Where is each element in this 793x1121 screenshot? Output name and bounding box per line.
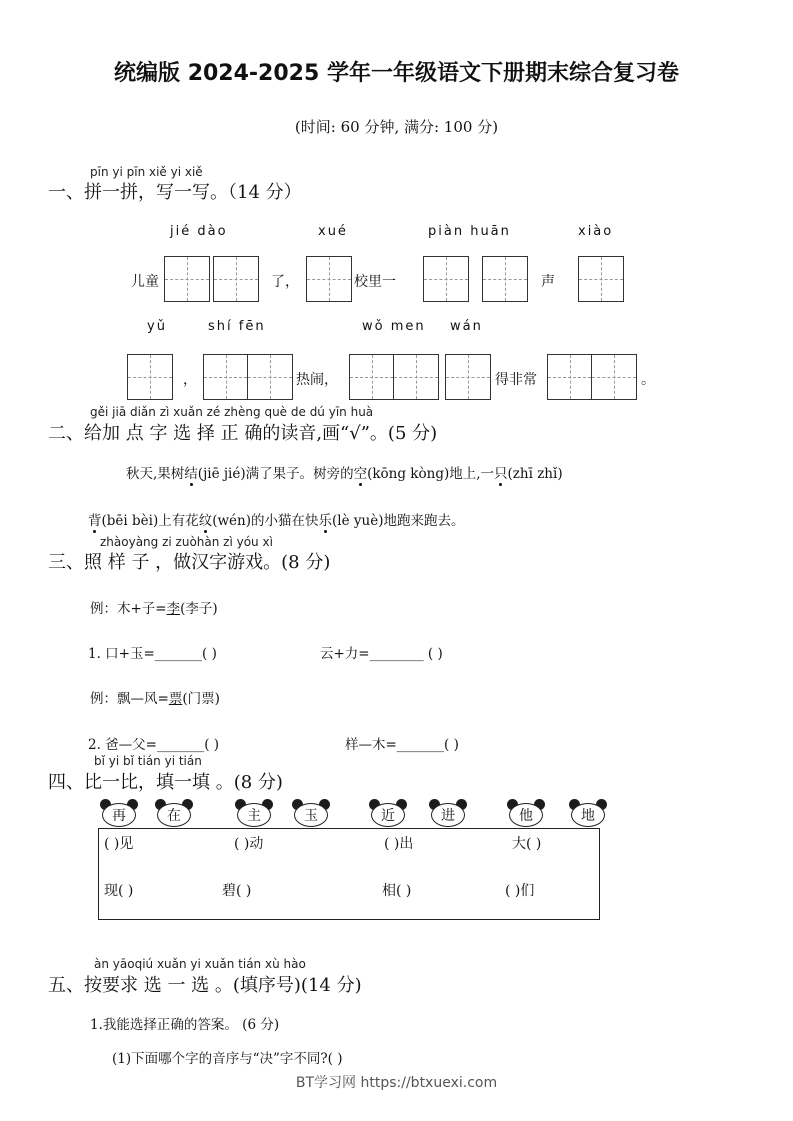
s1-text-7: 得非常	[495, 372, 537, 388]
s3-question-1b[interactable]: 云+力=________ ( )	[320, 646, 443, 662]
s3-example-1: 例：木+子=李(李子)	[90, 601, 218, 617]
s2-heading: 二、给加 点 字 选 择 正 确的读音,画“√”。(5 分)	[48, 423, 438, 444]
footer-watermark: BT学习网 https://btxuexi.com	[295, 1075, 498, 1091]
panda-char-card: 玉	[294, 799, 328, 827]
writing-grid[interactable]	[547, 354, 637, 400]
s2-sentence-1: 秋天,果树结(jiē jié)满了果子。树旁的空(kōng kòng)地上,一只(zhī zhǐ)	[126, 462, 563, 482]
page-title: 统编版 2024-2025 学年一年级语文下册期末综合复习卷	[114, 61, 679, 86]
s4-heading-pinyin: bǐ yi bǐ tián yi tián	[94, 754, 202, 768]
s5-question-1-1[interactable]: (1)下面哪个字的音序与“决”字不同?( )	[112, 1051, 343, 1067]
s3-question-2a[interactable]: 2. 爸—父=_______( )	[88, 737, 220, 753]
writing-grid[interactable]	[164, 256, 210, 302]
s4-blank-4[interactable]: 大( )	[512, 836, 542, 852]
s3-heading: 三、照 样 子 ，做汉字游戏。(8 分)	[48, 552, 331, 573]
writing-grid[interactable]	[482, 256, 528, 302]
exam-info: (时间: 60 分钟, 满分: 100 分)	[294, 118, 499, 136]
writing-grid[interactable]	[127, 354, 173, 400]
s1-pinyin-1: jié dào	[170, 224, 228, 239]
s1-pinyin-6: shí fēn	[208, 319, 266, 334]
writing-grid[interactable]	[445, 354, 491, 400]
panda-char-card: 再	[102, 799, 136, 827]
writing-grid[interactable]	[349, 354, 439, 400]
s3-heading-pinyin: zhàoyàng zi zuòhàn zì yóu xì	[100, 535, 273, 549]
s1-text-5: ，	[183, 372, 197, 388]
s2-sentence-2: 背(bēi bèi)上有花纹(wén)的小猫在快乐(lè yuè)地跑来跑去。	[88, 509, 464, 529]
s1-text-3: 校里一	[354, 274, 396, 290]
panda-char-card: 进	[431, 799, 465, 827]
s1-text-2: 了，	[271, 274, 299, 290]
s5-heading: 五、按要求 选 一 选 。(填序号)(14 分)	[48, 975, 362, 996]
s4-blank-3[interactable]: ( )出	[384, 836, 414, 852]
s5-question-1: 1.我能选择正确的答案。 (6 分)	[90, 1017, 280, 1033]
s1-pinyin-5: yǔ	[147, 319, 167, 334]
s1-text-4: 声	[541, 274, 555, 290]
panda-char-card: 近	[371, 799, 405, 827]
s4-heading: 四、比一比，填一填 。(8 分)	[48, 772, 283, 793]
s4-blank-7[interactable]: 相( )	[382, 883, 412, 899]
s2-heading-pinyin: gěi jiā diǎn zì xuǎn zé zhèng què de dú yīn huà	[90, 405, 374, 419]
panda-char-card: 主	[237, 799, 271, 827]
s1-text-1: 儿童	[131, 274, 159, 290]
s1-pinyin-4: xiào	[578, 224, 614, 239]
s3-question-2b[interactable]: 样—木=_______( )	[345, 737, 459, 753]
s4-blank-2[interactable]: ( )动	[234, 836, 264, 852]
s1-text-6: 热闹，	[296, 372, 338, 388]
writing-grid[interactable]	[306, 256, 352, 302]
s4-blank-5[interactable]: 现( )	[104, 883, 134, 899]
s1-pinyin-2: xué	[318, 224, 348, 239]
s3-example-2: 例：飘—风=票(门票)	[90, 691, 220, 707]
s1-text-8: 。	[641, 372, 655, 388]
writing-grid[interactable]	[203, 354, 293, 400]
s1-pinyin-7: wǒ men	[362, 319, 426, 334]
panda-char-card: 地	[571, 799, 605, 827]
s3-question-1a[interactable]: 1. 口+玉=_______( )	[88, 646, 217, 662]
writing-grid[interactable]	[213, 256, 259, 302]
s1-pinyin-8: wán	[450, 319, 483, 334]
s1-pinyin-3: piàn huān	[428, 224, 511, 239]
s4-blank-6[interactable]: 碧( )	[222, 883, 252, 899]
panda-char-card: 在	[157, 799, 191, 827]
s1-heading: 一、拼一拼，写一写。（14 分）	[48, 182, 302, 203]
writing-grid[interactable]	[578, 256, 624, 302]
writing-grid[interactable]	[423, 256, 469, 302]
s4-blank-8[interactable]: ( )们	[505, 883, 535, 899]
s5-heading-pinyin: àn yāoqiú xuǎn yi xuǎn tián xù hào	[94, 957, 306, 971]
s4-blank-1[interactable]: ( )见	[104, 836, 134, 852]
panda-char-card: 他	[509, 799, 543, 827]
s1-heading-pinyin: pīn yi pīn xiě yi xiě	[90, 165, 203, 179]
